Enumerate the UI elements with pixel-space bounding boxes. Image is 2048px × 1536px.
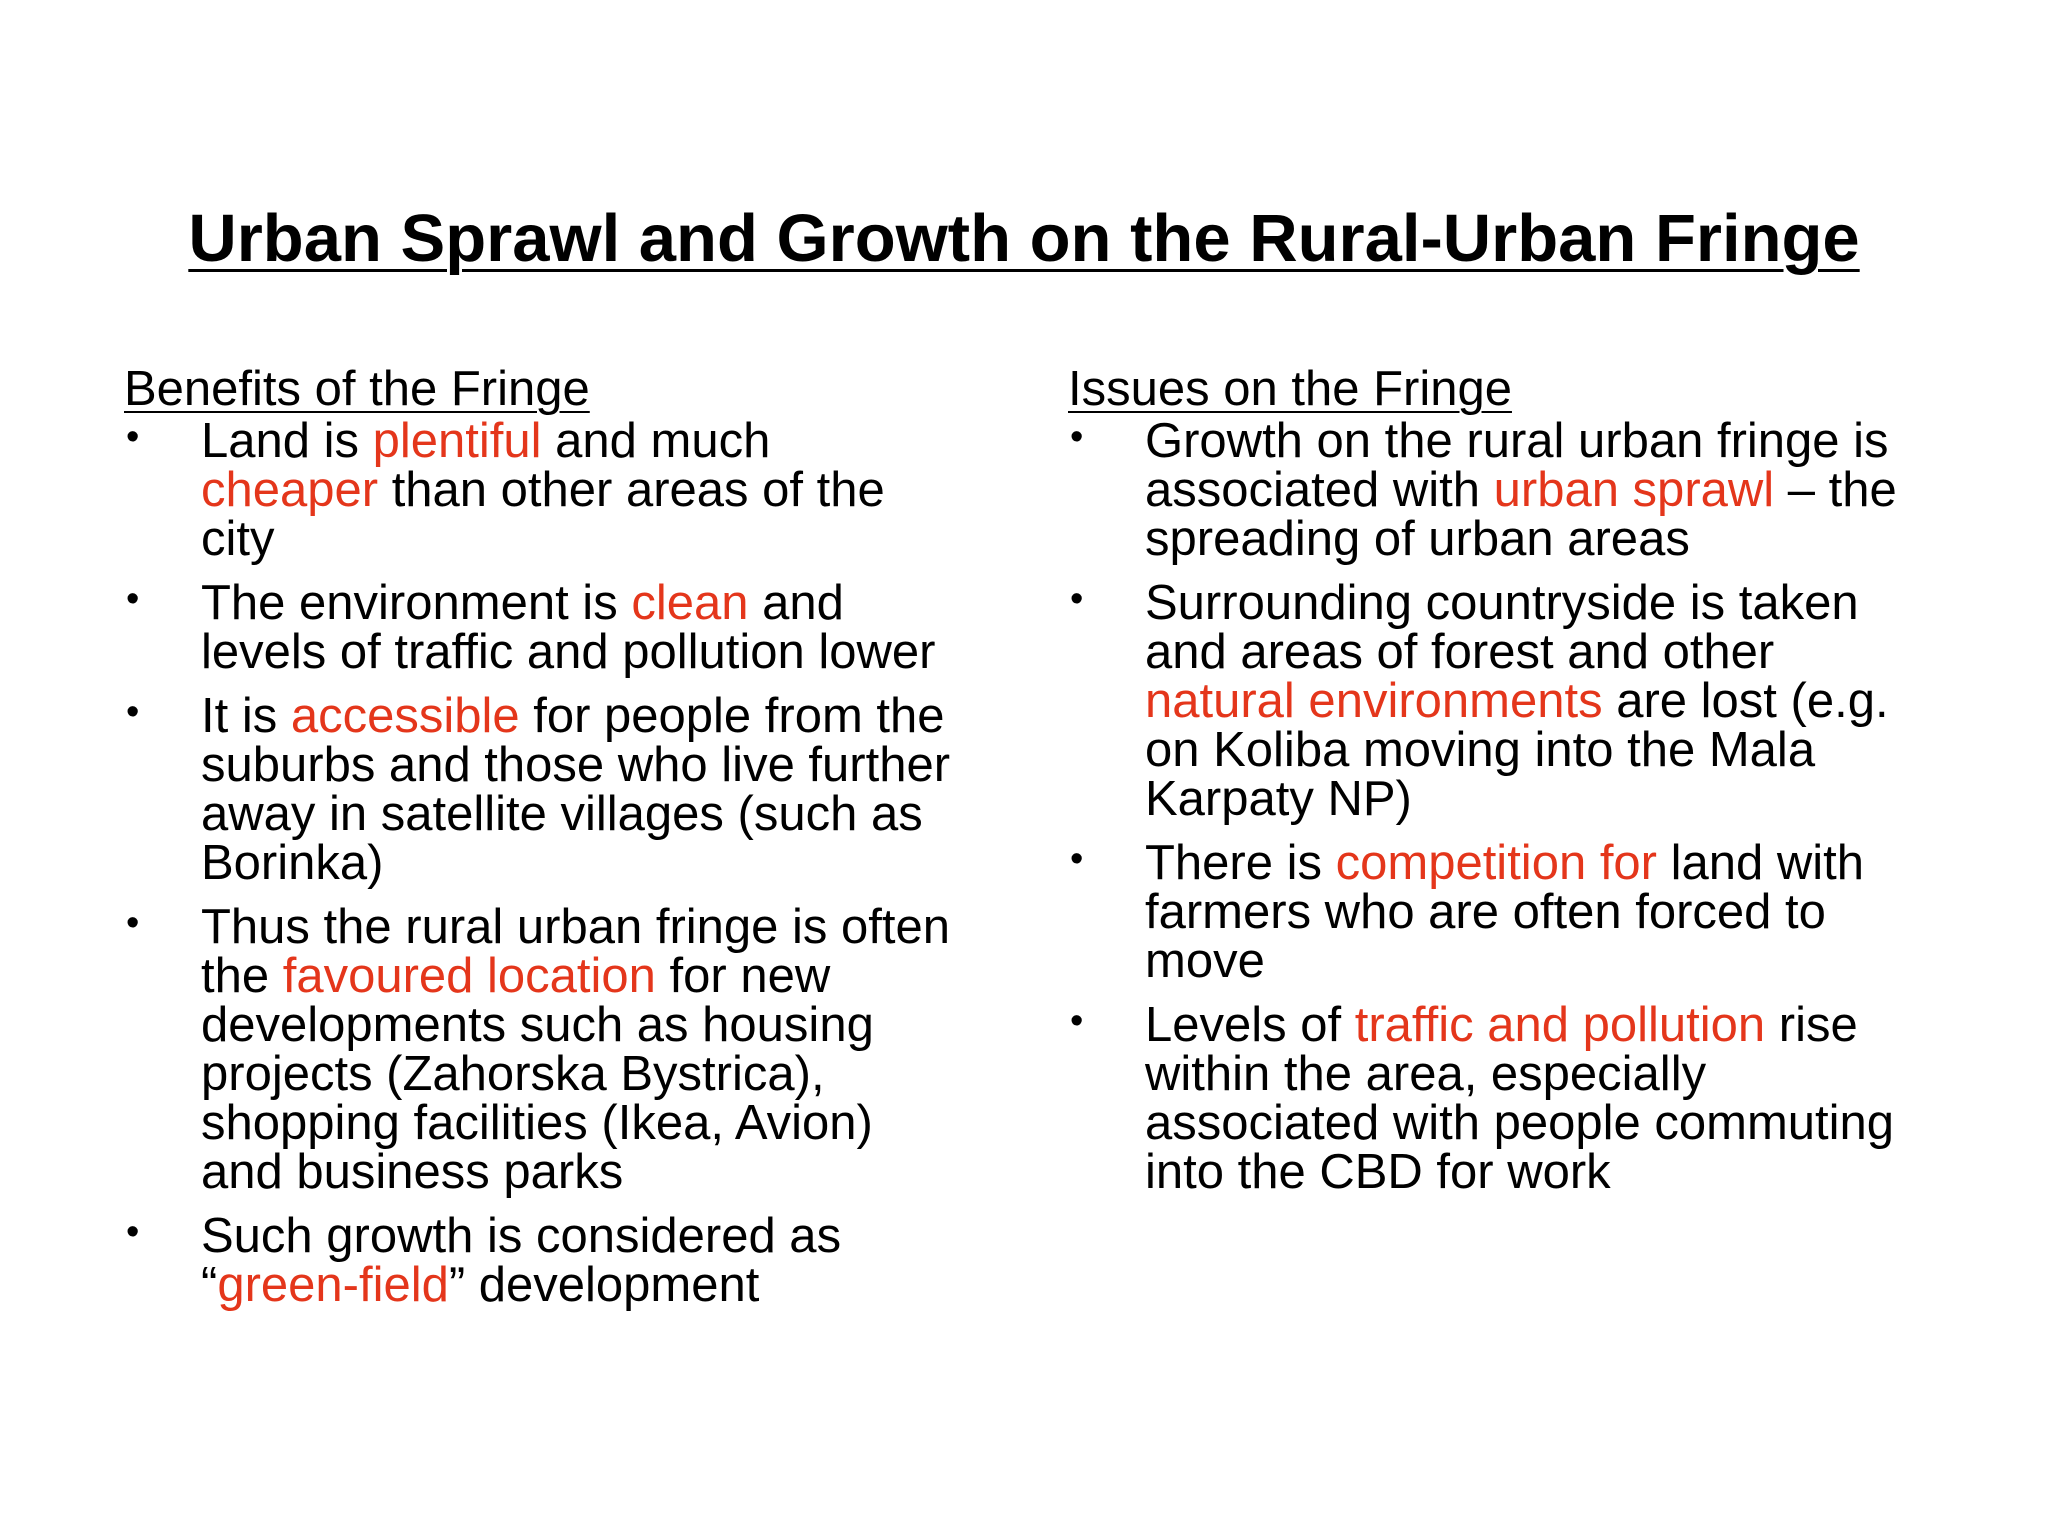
bullet-text: Thus the rural urban fringe is often (201, 900, 951, 954)
bullet-icon: • (1070, 838, 1084, 880)
bullet-text: “ (201, 1258, 218, 1312)
highlighted-term: urban sprawl (1493, 463, 1775, 517)
bullet-text: into the CBD for work (1145, 1145, 1611, 1199)
bullet-line (1145, 1047, 1968, 1101)
bullet-text: the (201, 949, 283, 1003)
bullet-line (201, 1096, 1004, 1150)
bullet-text: away in satellite villages (such as (201, 787, 923, 841)
bullet-icon: • (1070, 578, 1084, 620)
issues-list (1068, 414, 1968, 1199)
bullet-line (1145, 414, 1968, 468)
highlighted-term: natural environments (1145, 674, 1603, 728)
bullet-text: for new (655, 949, 831, 1003)
bullet-text: ” development (448, 1258, 760, 1312)
bullet-icon: • (1070, 416, 1084, 458)
bullet-text: city (201, 512, 275, 566)
issues-heading: Issues on the Fringe (1068, 362, 1512, 416)
bullet-line (1145, 463, 1968, 517)
bullet-line (1145, 576, 1968, 630)
bullet-text: associated with people commuting (1145, 1096, 1895, 1150)
bullet-line (1145, 1145, 1968, 1199)
bullet-text: within the area, especially (1145, 1047, 1707, 1101)
bullet-line (201, 512, 1004, 566)
bullet-item (1068, 998, 1968, 1199)
bullet-text: Borinka) (201, 836, 384, 890)
bullet-item (1068, 836, 1968, 988)
bullet-text: shopping facilities (Ikea, Avion) (201, 1096, 873, 1150)
bullet-item (124, 689, 1004, 890)
bullet-text: farmers who are often forced to (1145, 885, 1826, 939)
bullet-line (201, 1258, 1004, 1312)
bullet-line (201, 787, 1004, 841)
bullet-text: rise (1765, 998, 1858, 1052)
bullet-text: Karpaty NP) (1145, 772, 1412, 826)
bullet-text: and much (541, 414, 771, 468)
bullet-text: levels of traffic and pollution lower (201, 625, 936, 679)
bullet-item (1068, 414, 1968, 566)
bullet-item (124, 414, 1004, 566)
bullet-line (201, 689, 1004, 743)
benefits-column (124, 362, 1004, 1325)
bullet-text: move (1145, 934, 1265, 988)
bullet-text: than other areas of the (378, 463, 885, 517)
bullet-text: and business parks (201, 1145, 624, 1199)
benefits-list (124, 414, 1004, 1312)
bullet-line (1145, 512, 1968, 566)
bullet-line (1145, 934, 1968, 988)
bullet-line (201, 463, 1004, 517)
bullet-text: suburbs and those who live further (201, 738, 951, 792)
bullet-text: spreading of urban areas (1145, 512, 1690, 566)
highlighted-term: green-field (217, 1258, 449, 1312)
bullet-line (201, 900, 1004, 954)
bullet-text: developments such as housing (201, 998, 874, 1052)
bullet-text: and (748, 576, 844, 630)
bullet-icon: • (1070, 1000, 1084, 1042)
bullet-line (1145, 723, 1968, 777)
highlighted-term: clean (631, 576, 749, 630)
bullet-line (201, 1209, 1004, 1263)
bullet-item (1068, 576, 1968, 826)
bullet-icon: • (126, 1211, 140, 1253)
bullet-line (201, 1047, 1004, 1101)
bullet-line (201, 998, 1004, 1052)
bullet-line (201, 414, 1004, 468)
highlighted-term: competition for (1335, 836, 1657, 890)
bullet-text: and areas of forest and other (1145, 625, 1775, 679)
bullet-line (201, 1145, 1004, 1199)
slide-title: Urban Sprawl and Growth on the Rural-Urban Fringe (188, 200, 1860, 276)
bullet-text: are lost (e.g. (1602, 674, 1889, 728)
bullet-line (1145, 772, 1968, 826)
bullet-icon: • (126, 416, 140, 458)
bullet-item (124, 1209, 1004, 1312)
bullet-line (1145, 998, 1968, 1052)
bullet-text: land with (1657, 836, 1865, 890)
bullet-line (1145, 885, 1968, 939)
highlighted-term: cheaper (201, 463, 379, 517)
bullet-item (124, 900, 1004, 1199)
bullet-line (201, 836, 1004, 890)
bullet-text: There is (1145, 836, 1336, 890)
bullet-icon: • (126, 578, 140, 620)
bullet-line (1145, 674, 1968, 728)
issues-column (1068, 362, 1968, 1212)
bullet-item (124, 576, 1004, 679)
bullet-text: Such growth is considered as (201, 1209, 842, 1263)
bullet-text: projects (Zahorska Bystrica), (201, 1047, 825, 1101)
highlighted-term: plentiful (372, 414, 542, 468)
bullet-text: Surrounding countryside is taken (1145, 576, 1859, 630)
bullet-text: The environment is (201, 576, 632, 630)
highlighted-term: accessible (290, 689, 520, 743)
bullet-text: It is (201, 689, 291, 743)
bullet-text: for people from the (519, 689, 945, 743)
highlighted-term: favoured location (282, 949, 656, 1003)
bullet-line (201, 738, 1004, 792)
bullet-line (201, 949, 1004, 1003)
bullet-text: Land is (201, 414, 373, 468)
bullet-line (1145, 1096, 1968, 1150)
bullet-text: – the (1774, 463, 1897, 517)
bullet-line (1145, 836, 1968, 890)
bullet-icon: • (126, 691, 140, 733)
bullet-icon: • (126, 902, 140, 944)
bullet-text: Growth on the rural urban fringe is (1145, 414, 1889, 468)
bullet-line (201, 625, 1004, 679)
bullet-line (1145, 625, 1968, 679)
bullet-text: Levels of (1145, 998, 1355, 1052)
bullet-text: on Koliba moving into the Mala (1145, 723, 1816, 777)
benefits-heading: Benefits of the Fringe (124, 362, 590, 416)
bullet-line (201, 576, 1004, 630)
highlighted-term: traffic and pollution (1354, 998, 1766, 1052)
bullet-text: associated with (1145, 463, 1494, 517)
